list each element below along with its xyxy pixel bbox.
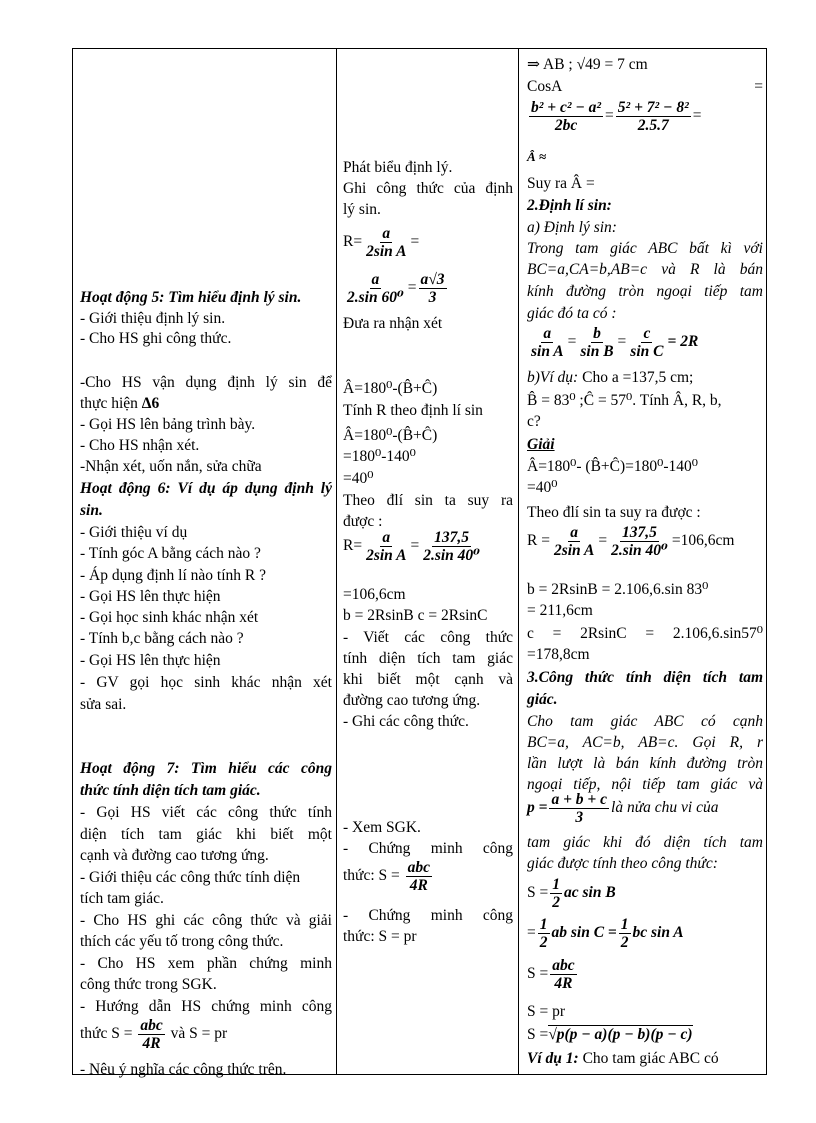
text-line: - Gọi HS lên thực hiện xyxy=(80,652,221,669)
numerator: a xyxy=(543,324,552,342)
denominator: 2sin A xyxy=(366,546,407,564)
numerator: 137,5 xyxy=(622,523,657,541)
text-line: lần lượt là bán kính đường tròn xyxy=(527,755,763,772)
text: R= xyxy=(343,233,363,250)
formula-line xyxy=(527,789,763,827)
text-line xyxy=(527,368,763,388)
fraction xyxy=(616,99,691,134)
area-formula xyxy=(527,955,763,993)
text-line: - Ghi các công thức. xyxy=(343,713,469,730)
text-line xyxy=(527,1049,763,1069)
text: =106,6cm xyxy=(671,532,735,549)
text-line: lý sin. xyxy=(343,201,381,218)
text: p = xyxy=(527,799,548,816)
text-line: Â=180⁰-(B̂+Ĉ) xyxy=(343,380,438,397)
text-line: khi biết một cạnh và xyxy=(343,671,513,688)
denominator: 3 xyxy=(428,288,437,306)
formula-line xyxy=(343,858,513,894)
text-line: Trong tam giác ABC bất kì với xyxy=(527,240,763,257)
text-line: giác được tính theo công thức: xyxy=(527,855,718,872)
numerator: abc xyxy=(140,1016,163,1034)
text-line: =106,6cm xyxy=(343,586,406,603)
formula-line xyxy=(527,96,763,136)
text-line: Â ≈ xyxy=(527,149,547,164)
text-line: a) Định lý sin: xyxy=(527,219,617,236)
formula-line xyxy=(343,528,513,564)
column-divider-1 xyxy=(336,49,337,1074)
text: = xyxy=(410,233,420,250)
text-line: = 211,6cm xyxy=(527,602,593,619)
denominator: 2.sin 40⁰ xyxy=(423,546,480,564)
text-line: - Chứng minh công xyxy=(343,907,513,924)
text: R= xyxy=(343,537,363,554)
fraction xyxy=(619,916,631,951)
section-2-heading: 2.Định lí sin: xyxy=(527,197,612,214)
text-line: BC=a, AC=b, AB=c. Gọi R, r xyxy=(527,734,763,751)
denominator: 4R xyxy=(409,876,428,894)
numerator: a√3 xyxy=(420,270,445,288)
fraction xyxy=(552,524,596,559)
numerator: a xyxy=(570,523,579,541)
activity-7-heading: Hoạt động 7: Tìm hiểu các công xyxy=(80,760,332,777)
text-line: S = pr xyxy=(527,1003,566,1020)
numerator: abc xyxy=(407,858,431,876)
fraction xyxy=(550,957,576,992)
text-line: - Giới thiệu định lý sin. xyxy=(80,310,226,327)
text-line: BC=a,CA=b,AB=c và R là bán xyxy=(527,261,763,278)
text-line: c? xyxy=(527,413,541,430)
text-line: Cho tam giác ABC có cạnh xyxy=(527,713,763,730)
numerator: abc xyxy=(552,956,575,974)
numerator: c xyxy=(643,324,651,342)
denominator: 2sin A xyxy=(366,242,407,260)
text-line: kính đường tròn ngoại tiếp tam xyxy=(527,283,763,300)
denominator: 2.5.7 xyxy=(637,116,669,134)
column-divider-2 xyxy=(518,49,519,1074)
text-line: - Giới thiệu các công thức tính diện xyxy=(80,869,301,886)
activity-5-heading: Hoạt động 5: Tìm hiểu định lý sin. xyxy=(80,289,302,306)
numerator: 1 xyxy=(620,915,629,933)
text: S = xyxy=(527,1026,549,1043)
fraction xyxy=(538,916,550,951)
text-line: - Hướng dẫn HS chứng minh công xyxy=(80,998,332,1015)
denominator: 2sin A xyxy=(553,541,595,559)
text-line: B̂ = 83⁰ ;Ĉ = 57⁰. Tính Â, R, b, xyxy=(527,392,722,409)
text-line: Đưa ra nhận xét xyxy=(343,315,443,332)
text: Ví dụ 1: xyxy=(527,1050,579,1067)
text: và S = pr xyxy=(170,1025,228,1042)
area-formula xyxy=(527,874,763,912)
fraction xyxy=(609,524,670,559)
text: = xyxy=(605,107,614,124)
numerator: 1 xyxy=(552,875,560,893)
text: = xyxy=(692,107,702,124)
text-line: - Gọi HS viết các công thức tính xyxy=(80,804,332,821)
text-line: Theo đlí sin ta suy ra xyxy=(343,492,513,509)
numerator: b² + c² − a² xyxy=(531,98,602,116)
formula-line xyxy=(80,1016,332,1052)
text-line: được : xyxy=(343,513,383,530)
text-line: =40⁰ xyxy=(527,479,558,496)
text-line: Â=180⁰-(B̂+Ĉ) xyxy=(343,427,438,444)
denominator: 4R xyxy=(554,974,573,992)
text-line: - Cho HS xem phần chứng minh xyxy=(80,955,332,972)
text-line: - Gọi HS lên thực hiện xyxy=(80,588,221,605)
denominator: 3 xyxy=(575,808,584,826)
numerator: 1 xyxy=(539,915,548,933)
text-line: tính diện tích tam giác xyxy=(343,650,513,667)
text-line: - Viết các công thức xyxy=(343,629,513,646)
text-line: b = 2RsinB = 2.106,6.sin 83⁰ xyxy=(527,581,709,598)
formula-line xyxy=(343,224,513,260)
sine-rule-formula: $\frac{a}{\text{sin A}}$ = $\frac{b}{\text{sin B}}$ = $\frac{c}{\text{sin C}}$ = 2R xyxy=(531,324,699,360)
text-line: -Nhận xét, uốn nắn, sửa chữa xyxy=(80,458,262,475)
text-line: Tính R theo định lí sin xyxy=(343,402,483,419)
fraction xyxy=(364,529,408,564)
formula-line xyxy=(343,270,513,306)
text-line: - Cho HS ghi công thức. xyxy=(80,330,232,347)
denominator: 2 xyxy=(552,893,560,911)
text: b)Ví dụ: xyxy=(527,369,579,386)
text: S = xyxy=(527,965,549,982)
text-line: Â=180⁰- (B̂+Ĉ)=180⁰-140⁰ xyxy=(527,458,699,475)
formula-line xyxy=(527,522,763,560)
text: ac sin B xyxy=(564,884,616,901)
text: ab sin C = xyxy=(551,924,617,941)
denominator: 2 xyxy=(539,933,548,951)
triangle-symbol: Δ6 xyxy=(141,395,160,412)
denominator: 4R xyxy=(142,1034,161,1052)
text: thực hiện xyxy=(80,395,138,412)
area-formula xyxy=(527,914,763,952)
text-line: - Chứng minh công xyxy=(343,840,513,857)
text-line: - Cho HS nhận xét. xyxy=(80,437,200,454)
fraction xyxy=(529,99,603,134)
denominator: sin C xyxy=(630,342,664,360)
text-line: =178,8cm xyxy=(527,646,590,663)
fraction xyxy=(628,325,665,360)
text-line: Suy ra Â = xyxy=(527,175,595,192)
numerator: a xyxy=(371,270,380,288)
text-line: cạnh và đường cao tương ứng. xyxy=(80,847,269,864)
denominator: sin B xyxy=(580,342,614,360)
text: R = xyxy=(527,532,550,549)
numerator: a xyxy=(382,528,391,546)
fraction xyxy=(406,859,432,894)
text-line: giác. xyxy=(527,691,558,708)
text: thức: S = xyxy=(343,867,400,884)
text: S = xyxy=(527,884,549,901)
text-line: công thức trong SGK. xyxy=(80,976,217,993)
fraction xyxy=(550,876,562,911)
text: Cho a =137,5 cm; xyxy=(578,369,694,386)
text-line: c = 2RsinC = 2.106,6.sin57⁰ xyxy=(527,625,763,642)
text-line: -Cho HS vận dụng định lý sin để xyxy=(80,374,332,391)
numerator: b xyxy=(593,324,601,342)
text-line: - Cho HS ghi các công thức và giải xyxy=(80,912,332,929)
text: là nửa chu vi của xyxy=(611,799,719,816)
fraction xyxy=(549,791,609,826)
denominator: sin A xyxy=(531,342,564,360)
text-line: - Giới thiệu ví dụ xyxy=(80,524,188,541)
text-line: b = 2RsinB c = 2RsinC xyxy=(343,607,488,624)
fraction xyxy=(138,1017,164,1052)
activity-6-heading: Hoạt động 6: Ví dụ áp dụng định lý xyxy=(80,480,332,497)
text: Cho tam giác ABC có xyxy=(578,1050,719,1067)
text-line: - Gọi HS lên bảng trình bày. xyxy=(80,416,256,433)
fraction xyxy=(364,225,408,260)
text-line: thích các yếu tố trong công thức. xyxy=(80,933,284,950)
text-line: sửa sai. xyxy=(80,696,127,713)
text-line xyxy=(527,77,763,97)
text-line: Ghi công thức của định xyxy=(343,180,513,197)
text-line: - GV gọi học sinh khác nhận xét xyxy=(80,674,332,691)
text-line: thức tính diện tích tam giác. xyxy=(80,782,261,799)
text-line: - Nêu ý nghĩa các công thức trên. xyxy=(80,1061,287,1078)
text: = xyxy=(407,279,417,296)
text-line: ngoại tiếp, nội tiếp tam giác và xyxy=(527,776,763,793)
text-line: tích tam giác. xyxy=(80,890,164,907)
solution-heading: Giải xyxy=(527,436,555,453)
text: = 2R xyxy=(667,333,699,350)
text-line: Phát biểu định lý. xyxy=(343,159,453,176)
denominator: 2.sin 40⁰ xyxy=(611,541,668,559)
text: = xyxy=(598,532,608,549)
text: bc sin A xyxy=(632,924,684,941)
text-line: - Gọi học sinh khác nhận xét xyxy=(80,609,259,626)
text: = xyxy=(754,78,763,95)
text: = xyxy=(410,537,420,554)
denominator: 2bc xyxy=(554,116,578,134)
text-line: tam giác khi đó diện tích tam xyxy=(527,834,763,851)
text-line: diện tích tam giác khi biết một xyxy=(80,826,332,843)
text: CosA xyxy=(527,78,563,95)
text-line: thức: S = pr xyxy=(343,928,417,945)
numerator: a + b + c xyxy=(551,790,608,808)
fraction xyxy=(419,271,447,306)
fraction xyxy=(345,271,406,306)
numerator: a xyxy=(382,224,391,242)
numerator: 5² + 7² − 8² xyxy=(617,98,689,116)
fraction xyxy=(578,325,615,360)
fraction xyxy=(421,529,482,564)
text-line: Theo đlí sin ta suy ra được : xyxy=(527,504,701,521)
text-line: - Tính góc A bằng cách nào ? xyxy=(80,545,261,562)
heron-formula xyxy=(527,1025,763,1045)
text-line: =180⁰-140⁰ xyxy=(343,448,416,465)
text-line: ⇒ AB ; √49 = 7 cm xyxy=(527,56,648,73)
text-line xyxy=(80,394,332,414)
numerator: 137,5 xyxy=(434,528,470,546)
text-line: - Áp dụng định lí nào tính R ? xyxy=(80,567,266,584)
text-line: - Xem SGK. xyxy=(343,819,421,836)
text-line: sin. xyxy=(80,502,103,519)
denominator: 2 xyxy=(620,933,629,951)
text: = xyxy=(527,924,536,941)
text-line: =40⁰ xyxy=(343,470,374,487)
section-3-heading: 3.Công thức tính diện tích tam xyxy=(527,669,763,686)
text: √p(p − a)(p − b)(p − c) xyxy=(548,1026,693,1043)
text-line: đường cao tương ứng. xyxy=(343,692,481,709)
text-line: giác đó ta có : xyxy=(527,305,617,322)
denominator: 2.sin 60⁰ xyxy=(347,288,404,306)
text: thức S = xyxy=(80,1025,133,1042)
fraction xyxy=(529,325,566,360)
text-line: - Tính b,c bằng cách nào ? xyxy=(80,630,244,647)
